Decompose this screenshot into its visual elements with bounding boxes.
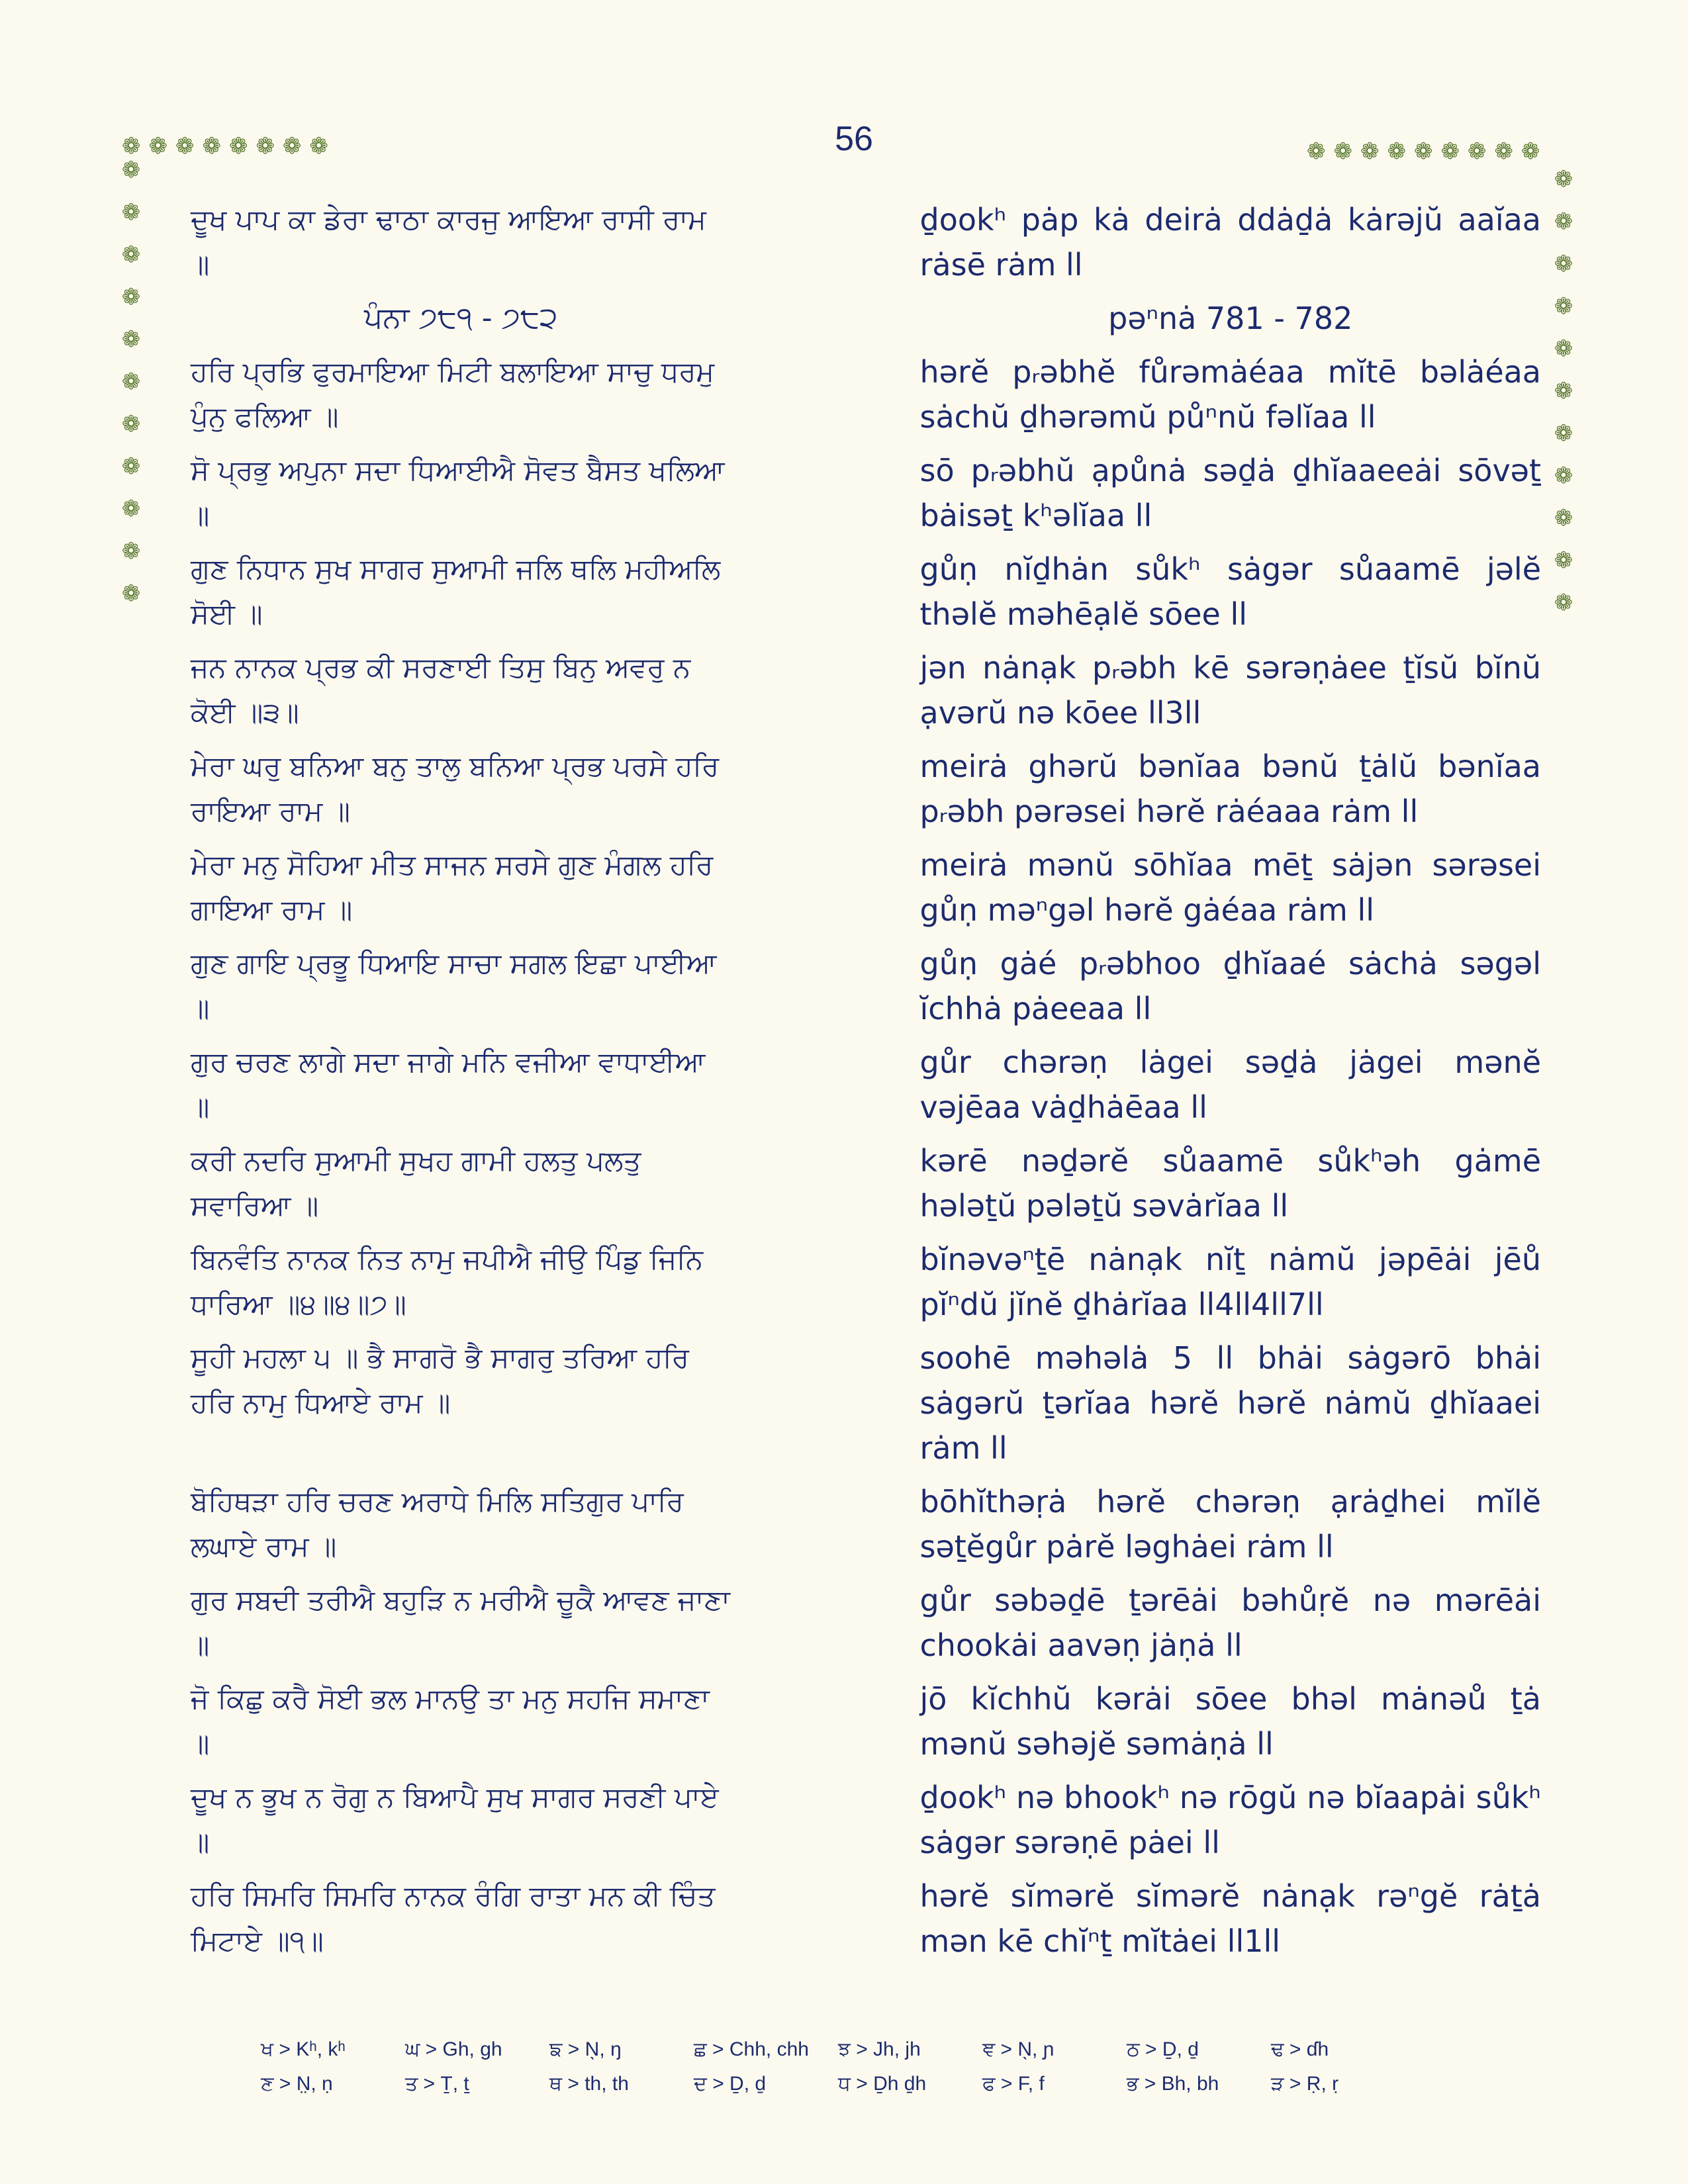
legend-item: ਖ > Kʰ, kʰ — [261, 2038, 346, 2060]
gurmukhi-text: ਕਰੀ ਨਦਰਿ ਸੁਆਮੀ ਸੁਖਹ ਗਾਮੀ ਹਲਤੁ ਪਲਤੁ ਸਵਾਰਿਆ ॥ — [191, 1144, 641, 1222]
flower-ornament-icon: ❁ — [1554, 251, 1573, 277]
flower-ornament-icon: ❁ — [121, 496, 141, 522]
transliteration-text: sō pᵣəbhŭ ạpůnȧ səḏȧ ḏhĭaaeeȧi sōvəṯ bȧisəṯ kʰəlĭaa ll — [919, 453, 1541, 533]
transliteration-text: gůṇ nĭḏhȧn sůkʰ sȧgər sůaamē jəlĕ thəlĕ məhēạlĕ sōee ll — [919, 551, 1541, 632]
flower-ornament-icon: ❁ — [1554, 378, 1573, 404]
transliteration-text: gůr səbəḏē ṯərēȧi bəhůṛĕ nə mərēȧi chookȧi aavəṇ jȧṇȧ ll — [919, 1582, 1541, 1663]
ornament-flower-icon-row: ❁❁❁❁❁❁❁❁ — [122, 133, 336, 159]
page-reference-header — [191, 296, 1541, 341]
flower-ornament-icon: ❁ — [1554, 590, 1573, 616]
gurmukhi-text: ਗੁਣ ਨਿਧਾਨ ਸੁਖ ਸਾਗਰ ਸੁਆਮੀ ਜਲਿ ਥਲਿ ਮਹੀਅਲਿ ਸੋਈ ॥ — [191, 553, 721, 630]
verse-line — [191, 1578, 1541, 1668]
transliteration-text: ḏookʰ pȧp kȧ deirȧ ddȧḏȧ kȧrəjŭ aaĭaa rȧsē rȧm ll — [919, 202, 1541, 283]
flower-ornament-icon: ❁ — [121, 453, 141, 480]
gurmukhi-text: ਮੇਰਾ ਮਨੁ ਸੋਹਿਆ ਮੀਤ ਸਾਜਨ ਸਰਸੇ ਗੁਣ ਮੰਗਲ ਹਰਿ ਗਾਇਆ ਰਾਮ ॥ — [191, 848, 714, 926]
flower-ornament-icon: ❁ — [121, 369, 141, 395]
gurmukhi-text: ਗੁਰ ਸਬਦੀ ਤਰੀਐ ਬਹੁੜਿ ਨ ਮਰੀਐ ਚੂਕੈ ਆਵਣ ਜਾਣਾ ॥ — [191, 1584, 730, 1661]
flower-ornament-icon: ❁ — [121, 157, 141, 183]
legend-item: ਧ > Ḏh ḏh — [838, 2073, 927, 2095]
legend-item: ਭ > Bh, bh — [1127, 2073, 1219, 2095]
verse-line — [191, 1040, 1541, 1130]
legend-item: ਙ > N̖, ŋ — [549, 2038, 622, 2060]
flower-ornament-icon: ❁ — [1554, 463, 1573, 489]
flower-ornament-icon: ❁ — [1554, 336, 1573, 362]
gurmukhi-text: ਸੋ ਪ੍ਰਭੁ ਅਪੁਨਾ ਸਦਾ ਧਿਆਈਐ ਸੋਵਤ ਬੈਸਤ ਖਲਿਆ ॥ — [191, 454, 725, 531]
verse-line — [191, 197, 1541, 287]
legend-item: ਘ > Gh, gh — [405, 2038, 502, 2060]
gurmukhi-text: ਬੋਹਿਥੜਾ ਹਰਿ ਚਰਣ ਅਰਾਧੇ ਮਿਲਿ ਸਤਿਗੁਰ ਪਾਰਿ ਲਘਾਏ ਰਾਮ ॥ — [191, 1485, 684, 1563]
legend-item: ਠ > Ḏ, ḏ — [1127, 2038, 1199, 2060]
verse-line — [191, 842, 1541, 933]
ornament-border-left — [118, 159, 144, 625]
flower-ornament-icon: ❁ — [1554, 293, 1573, 320]
transliteration-text: hərĕ sĭmərĕ sĭmərĕ nȧnạk rəⁿgĕ rȧṯȧ mən kē chĭⁿṯ mĭtȧei ll1ll — [919, 1878, 1541, 1959]
flower-ornament-icon: ❁ — [121, 199, 141, 226]
gurmukhi-text: ਜੋ ਕਿਛੁ ਕਰੈ ਸੋਈ ਭਲ ਮਾਨਉ ਤਾ ਮਨੁ ਸਹਜਿ ਸਮਾਣਾ ॥ — [191, 1682, 710, 1760]
legend-item: ਛ > Chh, chh — [694, 2038, 809, 2060]
gurmukhi-text: ਗੁਰ ਚਰਣ ਲਾਗੇ ਸਦਾ ਜਾਗੇ ਮਨਿ ਵਜੀਆ ਵਾਧਾਈਆ ॥ — [191, 1046, 706, 1123]
transliteration-text: hərĕ pᵣəbhĕ fůrəmȧéaa mĭtē bəlȧéaa sȧchŭ ḏhərəmŭ půⁿnŭ fəlĭaa ll — [919, 354, 1541, 435]
flower-ornament-icon: ❁ — [1554, 420, 1573, 447]
flower-ornament-icon: ❁ — [121, 411, 141, 437]
legend-item: ਢ > ɗh — [1271, 2038, 1329, 2060]
ornament-flower-icon-row: ❁❁❁❁❁❁❁❁❁ — [1307, 138, 1548, 165]
flower-ornament-icon: ❁ — [121, 284, 141, 310]
legend-row — [261, 2038, 1452, 2073]
gurmukhi-text: ਦੂਖ ਪਾਪ ਕਾ ਡੇਰਾ ਢਾਠਾ ਕਾਰਜੁ ਆਇਆ ਰਾਸੀ ਰਾਮ ॥ — [191, 203, 706, 281]
gurmukhi-text: ਹਰਿ ਪ੍ਰਭਿ ਫੁਰਮਾਇਆ ਮਿਟੀ ਬਲਾਇਆ ਸਾਚੁ ਧਰਮੁ ਪੁੰਨੁ ਫਲਿਆ ॥ — [191, 355, 715, 433]
verse-line — [191, 547, 1541, 637]
page-number: 56 — [835, 120, 873, 158]
verse-line — [191, 645, 1541, 735]
verse-line — [191, 1676, 1541, 1766]
legend-item: ਣ > N̤, ṇ — [261, 2073, 333, 2095]
legend-item: ਤ > Ṯ, ṯ — [405, 2073, 469, 2095]
flower-ornament-icon: ❁ — [1554, 208, 1573, 235]
transliteration-text: bĭnəvəⁿṯē nȧnạk nĭṯ nȧmŭ jəpēȧi jēů pĭⁿdŭ jĭnĕ ḏhȧrĭaa ll4ll4ll7ll — [919, 1242, 1541, 1322]
gurmukhi-text: ਸੂਹੀ ਮਹਲਾ ੫ ॥ ਭੈ ਸਾਗਰੋ ਭੈ ਸਾਗਰੁ ਤਰਿਆ ਹਰਿ ਹਰਿ ਨਾਮੁ ਧਿਆਏ ਰਾਮ ॥ — [191, 1342, 689, 1419]
legend-row — [261, 2073, 1452, 2107]
verse-line — [191, 1336, 1541, 1471]
verse-line — [191, 941, 1541, 1031]
flower-ornament-icon: ❁ — [121, 580, 141, 607]
gurmukhi-text: ਹਰਿ ਸਿਮਰਿ ਸਿਮਰਿ ਨਾਨਕ ਰੰਗਿ ਰਾਤਾ ਮਨ ਕੀ ਚਿੰਤ ਮਿਟਾਏ ॥੧॥ — [191, 1880, 716, 1957]
verse-table — [191, 197, 1541, 1972]
legend-item: ਝ > Jh, jh — [838, 2038, 921, 2060]
transliteration-legend — [261, 2038, 1452, 2107]
verse-line — [191, 1479, 1541, 1569]
flower-ornament-icon: ❁ — [121, 538, 141, 565]
flower-ornament-icon: ❁ — [121, 242, 141, 268]
transliteration-text: bōhĭthəṛȧ hərĕ chərəṇ ạrȧḏhei mĭlĕ səṯĕgůr pȧrĕ ləghȧei rȧm ll — [919, 1484, 1541, 1565]
legend-item: ਫ > F, f — [982, 2073, 1045, 2095]
legend-item: ਦ > Ḏ, ḏ — [694, 2073, 767, 2095]
verse-line — [191, 349, 1541, 439]
gurmukhi-text: ਬਿਨਵੰਤਿ ਨਾਨਕ ਨਿਤ ਨਾਮੁ ਜਪੀਐ ਜੀਉ ਪਿੰਡੁ ਜਿਨਿ ਧਾਰਿਆ ॥੪॥੪॥੭॥ — [191, 1243, 704, 1320]
verse-line — [191, 448, 1541, 538]
legend-item: ਞ > N̖, ɲ — [982, 2038, 1055, 2060]
gurmukhi-page-ref: ਪੰਨਾ ੭੮੧ - ੭੮੨ — [364, 301, 558, 335]
gurmukhi-text: ਮੇਰਾ ਘਰੁ ਬਨਿਆ ਬਨੁ ਤਾਲੁ ਬਨਿਆ ਪ੍ਰਭ ਪਰਸੇ ਹਰਿ ਰਾਇਆ ਰਾਮ ॥ — [191, 750, 720, 827]
flower-ornament-icon: ❁ — [121, 326, 141, 353]
gurmukhi-text: ਦੂਖ ਨ ਭੂਖ ਨ ਰੋਗੁ ਨ ਬਿਆਪੈ ਸੁਖ ਸਾਗਰ ਸਰਣੀ ਪਾਏ ॥ — [191, 1781, 719, 1858]
transliteration-text: meirȧ mənŭ sōhĭaa mēṯ sȧjən sərəsei gůṇ məⁿgəl hərĕ gȧéaa rȧm ll — [919, 847, 1541, 928]
transliteration-text: jən nȧnạk pᵣəbh kē sərəṇȧee ṯĭsŭ bĭnŭ ạvərŭ nə kōee ll3ll — [919, 650, 1541, 731]
flower-ornament-icon: ❁ — [1554, 547, 1573, 574]
flower-ornament-icon: ❁ — [1554, 505, 1573, 531]
transliteration-text: meirȧ ghərŭ bənĭaa bənŭ ṯȧlŭ bənĭaa pᵣəbh pərəsei hərĕ rȧéaaa rȧm ll — [919, 749, 1541, 829]
translit-page-ref: pəⁿnȧ 781 - 782 — [1108, 300, 1353, 336]
flower-ornament-icon: ❁ — [1554, 166, 1573, 193]
gurmukhi-text: ਗੁਣ ਗਾਇ ਪ੍ਰਭੂ ਧਿਆਇ ਸਾਚਾ ਸਗਲ ਇਛਾ ਪਾਈਆ ॥ — [191, 947, 717, 1024]
transliteration-text: gůṇ gȧé pᵣəbhoo ḏhĭaaé sȧchȧ səgəl ĭchhȧ pȧeeaa ll — [919, 946, 1541, 1026]
verse-line — [191, 744, 1541, 834]
verse-line — [191, 1874, 1541, 1964]
transliteration-text: ḏookʰ nə bhookʰ nə rōgŭ nə bĭaapȧi sůkʰ sȧgər sərəṇē pȧei ll — [919, 1780, 1541, 1860]
legend-item: ਥ > th, th — [549, 2073, 629, 2095]
transliteration-text: kərē nəḏərĕ sůaamē sůkʰəh gȧmē hələṯŭ pələṯŭ səvȧrĭaa ll — [919, 1143, 1541, 1224]
gurmukhi-text: ਜਨ ਨਾਨਕ ਪ੍ਰਭ ਕੀ ਸਰਣਾਈ ਤਿਸੁ ਬਿਨੁ ਅਵਰੁ ਨ ਕੋਈ ॥੩॥ — [191, 651, 691, 729]
verse-line — [191, 1138, 1541, 1228]
verse-line — [191, 1775, 1541, 1865]
transliteration-text: jō kĭchhŭ kərȧi sōee bhəl mȧnəů ṯȧ mənŭ səhəjĕ səmȧṇȧ ll — [919, 1681, 1541, 1762]
legend-item: ੜ > Ṛ, ṛ — [1271, 2073, 1339, 2095]
ornament-border-right — [1550, 168, 1577, 634]
transliteration-text: gůr chərəṇ lȧgei səḏȧ jȧgei mənĕ vəjēaa vȧḏhȧēaa ll — [919, 1044, 1541, 1125]
transliteration-text: soohē məhəlȧ 5 ll bhȧi sȧgərō bhȧi sȧgərŭ ṯərĭaa hərĕ hərĕ nȧmŭ ḏhĭaaei rȧm ll — [919, 1340, 1541, 1466]
verse-line — [191, 1237, 1541, 1327]
